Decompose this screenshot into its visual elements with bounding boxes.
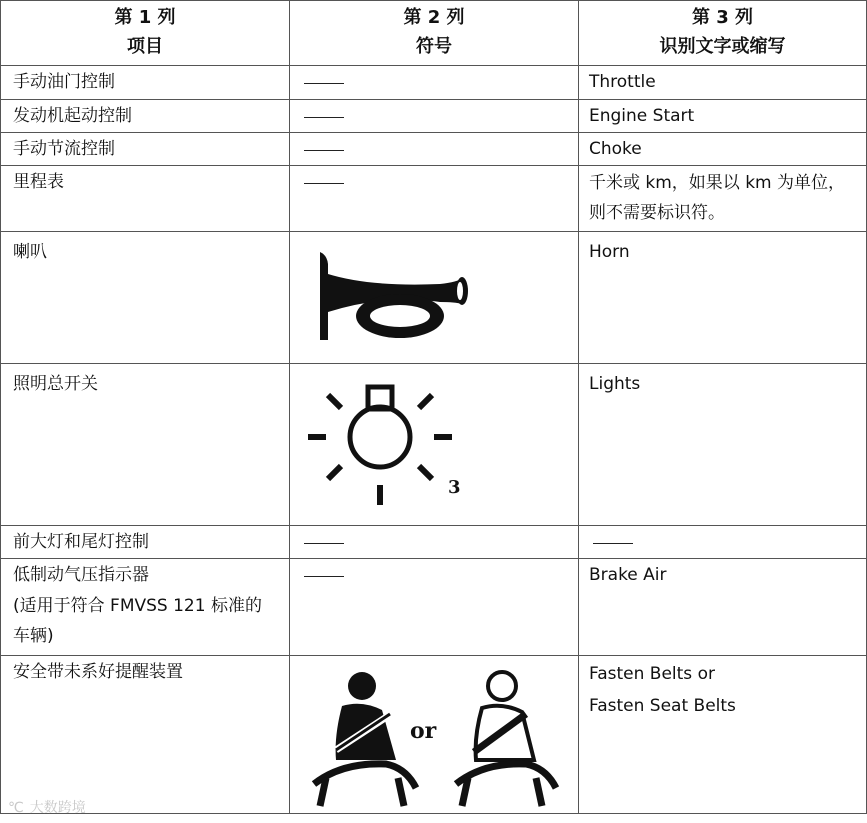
lights-symbol-number: 3 [448,477,461,498]
dash-symbol [304,83,344,84]
text-cell-2: Fasten Seat Belts [589,696,736,716]
watermark [8,797,92,817]
item-cell: 喇叭 [13,242,47,262]
dash-symbol [304,183,344,184]
header-col3-line1: 第 3 列 [691,7,754,28]
dash-symbol [304,576,344,577]
table-row [1,526,867,559]
horn-icon [290,232,579,363]
text-cell: Throttle [589,72,656,92]
header-col2-line2: 符号 [416,36,452,57]
header-col1 [1,1,290,66]
table-row [1,656,867,814]
item-note: (适用于符合 FMVSS 121 标准的车辆) [13,596,262,646]
dash-symbol [304,543,344,544]
header-col3 [579,1,867,66]
header-col1-line2: 项目 [127,36,163,57]
watermark-text: 大数跨境 [29,800,86,816]
header-col1-line1: 第 1 列 [114,7,176,28]
table-row [1,166,867,232]
text-cell: Engine Start [589,106,695,126]
or-text: or [410,718,437,744]
text-cell: Brake Air [589,565,667,585]
table-row [1,559,867,656]
seatbelt-symbol [290,656,579,813]
item-cell: 里程表 [13,172,64,192]
table-row [1,133,867,166]
text-cell: 千米或 km，如果以 km 为单位，则不需要标识符。 [589,173,846,223]
header-col2-line1: 第 2 列 [403,7,465,28]
text-cell: Choke [589,139,642,159]
dash-symbol [304,117,344,118]
text-cell: Fasten Belts or [589,664,715,684]
item-cell: 前大灯和尾灯控制 [13,532,149,552]
item-cell: 手动节流控制 [13,139,115,159]
text-cell: Lights [589,374,641,394]
table-row [1,364,867,526]
item-cell: 手动油门控制 [13,72,115,92]
watermark-logo-icon: ℃ [8,800,24,816]
table-row [1,232,867,364]
lights-icon [290,364,579,525]
item-cell: 发动机起动控制 [13,106,132,126]
dash-text [593,543,633,544]
dash-symbol [304,150,344,151]
table-row [1,100,867,133]
header-col2 [290,1,579,66]
text-cell: Horn [589,242,630,262]
header-col3-line2: 识别文字或缩写 [659,36,786,57]
item-cell: 低制动气压指示器 [13,565,149,585]
item-cell: 安全带未系好提醒装置 [13,662,183,682]
header-row [1,1,867,66]
item-cell: 照明总开关 [13,374,98,394]
lights-symbol [290,364,579,525]
table-row [1,66,867,100]
